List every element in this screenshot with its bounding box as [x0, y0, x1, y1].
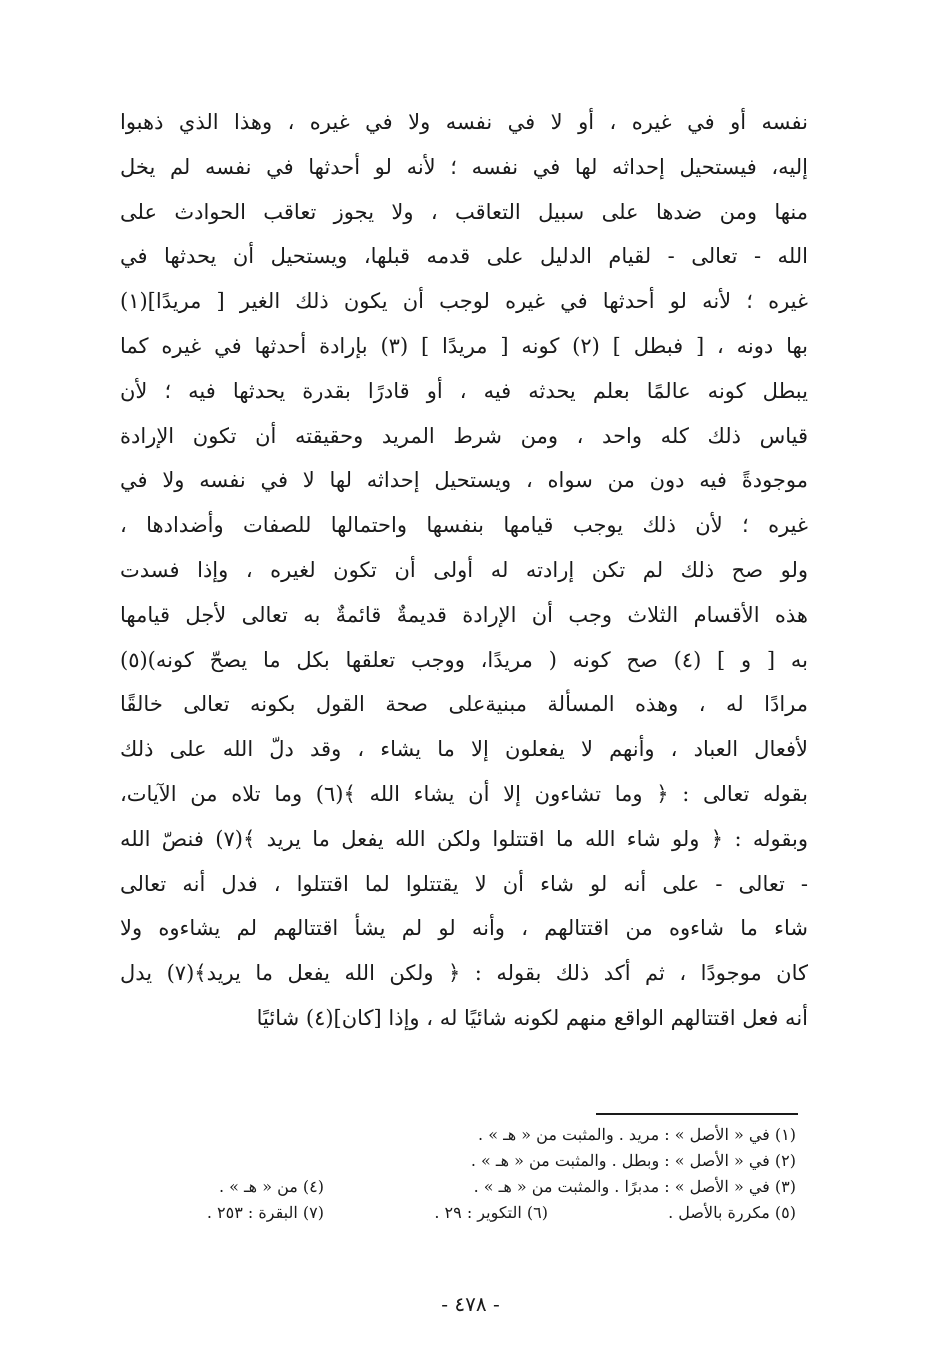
- text-line: كان موجودًا ، ثم أكد ذلك بقوله : ﴿ ولكن الله يفعل ما يريد﴾(٧) يدل: [120, 961, 808, 986]
- footnote: (٦) التكوير : ٢٩ .: [434, 1203, 548, 1222]
- footnote: (١) في « الأصل » : مريد . والمثبت من « هـ » .: [478, 1125, 796, 1144]
- page-number: - ٤٧٨ -: [441, 1292, 500, 1316]
- text-line: بها دونه ، [ فبطل ] (٢) كونه [ مريدًا ] (٣) بإرادة أحدثها في غيره كما: [120, 333, 809, 358]
- text-line: لأفعال العباد ، وأنهم لا يفعلون إلا ما يشاء ، وقد دلّ الله على ذلك: [120, 737, 808, 762]
- footnote-row: [160, 1148, 796, 1174]
- text-line: قياس ذلك كله واحد ، ومن شرط المريد وحقيقته أن تكون الإرادة: [120, 423, 808, 448]
- footnotes: [160, 1122, 796, 1226]
- text-line: به [ و ] (٤) صح كونه ( مريدًا، ووجب تعلقها بكل ما يصحّ كونه)(٥): [120, 647, 809, 672]
- text-line: ولو صح ذلك لم تكن إرادته له أولى أن تكون لغيره ، وإذا فسدت: [120, 557, 808, 582]
- text-line: يبطل كونه عالمًا بعلم يحدثه فيه ، أو قادرًا بقدرة يحدثها فيه ؛ لأن: [120, 378, 808, 403]
- text-line: موجودةً فيه دون من سواه ، ويستحيل إحداثه لها لا في نفسه ولا في: [120, 468, 808, 493]
- footnote-row: [160, 1200, 796, 1226]
- text-line: أنه فعل اقتتالهم الواقع منهم لكونه شائيًا له ، وإذا [كان](٤) شائيًا: [256, 1005, 808, 1030]
- footnote: (٣) في « الأصل » : مدبرًا . والمثبت من « هـ » .: [473, 1177, 796, 1196]
- footnote-row: [160, 1122, 796, 1148]
- text-line: نفسه أو في غيره ، أو لا في نفسه ولا في غيره ، وهذا الذي ذهبوا: [120, 110, 808, 134]
- text-line: شاء ما شاءوه من اقتتالهم ، وأنه لو لم يشأ اقتتالهم لم يشاءوه ولا: [120, 916, 808, 941]
- text-line: وبقوله : ﴿ ولو شاء الله ما اقتتلوا ولكن الله يفعل ما يريد ﴾(٧) فنصّ الله: [120, 826, 808, 851]
- footnote: (٢) في « الأصل » : وبطل . والمثبت من « هـ » .: [470, 1151, 796, 1170]
- text-line: بقوله تعالى : ﴿ وما تشاءون إلا أن يشاء الله ﴾(٦) وما تلاه من الآيات،: [120, 781, 808, 806]
- text-line: مرادًا له ، وهذه المسألة مبنيةعلى صحة القول بكونه تعالى خالقًا: [120, 692, 808, 717]
- text-line: إليه، فيستحيل إحداثه لها في نفسه ؛ لأنه لو أحدثها في نفسه لم يخل: [120, 154, 808, 179]
- footnote: [324, 1174, 548, 1200]
- text-line: هذه الأقسام الثلاث وجب أن الإرادة قديمةٌ قائمةٌ به تعالى لأجل قيامها: [120, 602, 808, 627]
- text-line: غيره ؛ لأنه لو أحدثها في غيره لوجب أن يكون ذلك الغير [ مريدًا](١): [120, 289, 808, 314]
- footnote-row: [160, 1174, 796, 1200]
- text-line: منها ومن ضدها على سبيل التعاقب ، ولا يجوز تعاقب الحوادث على: [120, 199, 808, 224]
- body-text: [120, 100, 808, 1041]
- footnote: (٥) مكررة بالأصل .: [668, 1203, 796, 1222]
- text-line: - تعالى - على أنه لو شاء أن لا يقتتلوا لما اقتتلوا ، فدل أنه تعالى: [120, 871, 808, 896]
- text-line: الله - تعالى - لقيام الدليل على قدمه قبلها، ويستحيل أن يحدثها في: [120, 244, 808, 269]
- text-line: غيره ؛ لأن ذلك يوجب قيامها بنفسها واحتمالها للصفات وأضدادها ،: [120, 513, 808, 538]
- footnote: (٤) من « هـ » .: [218, 1177, 324, 1196]
- footnote-separator: [596, 1113, 798, 1115]
- footnote: (٧) البقرة : ٢٥٣ .: [206, 1203, 324, 1222]
